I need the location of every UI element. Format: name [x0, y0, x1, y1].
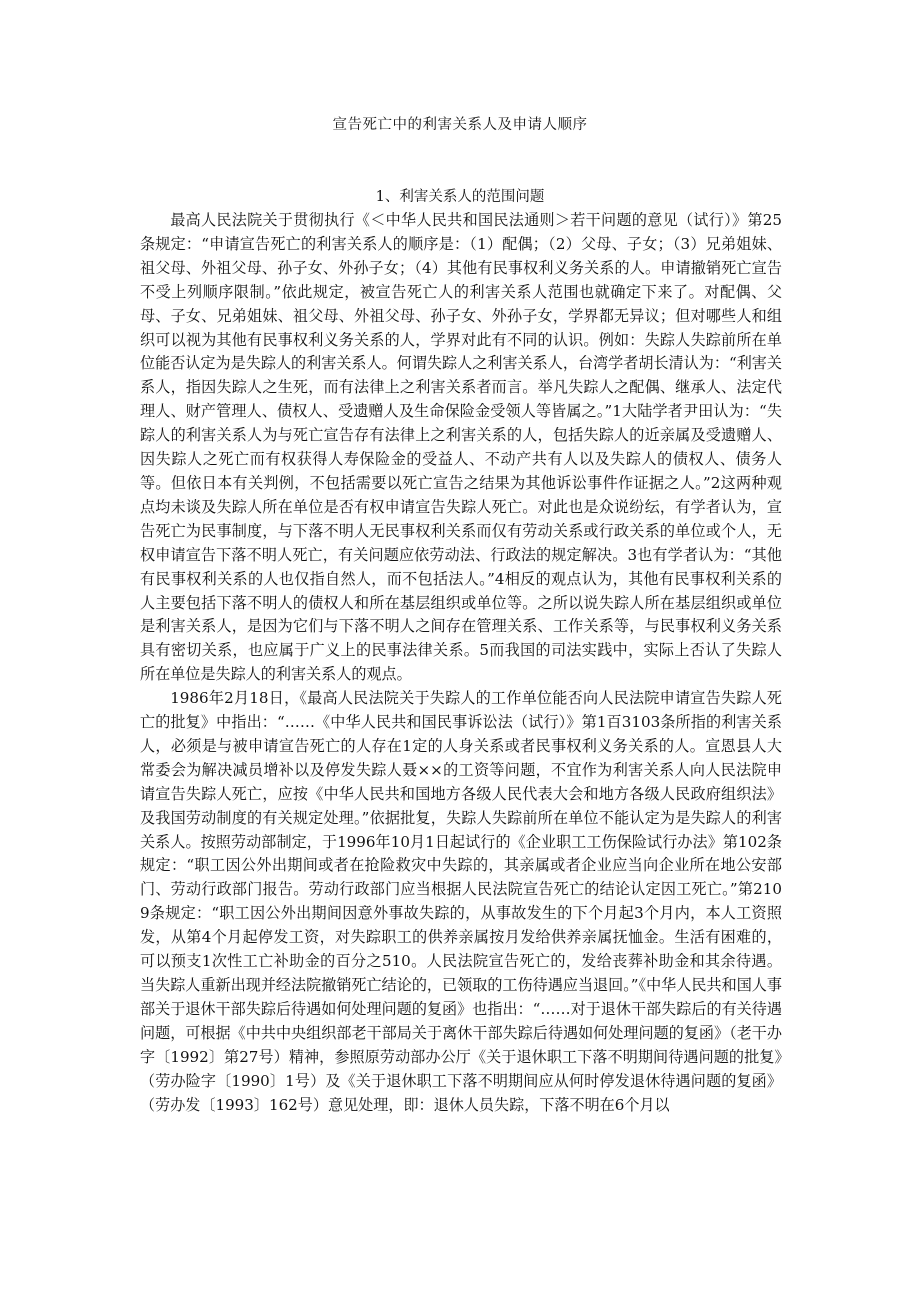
section-heading: 1、利害关系人的范围问题: [375, 189, 545, 205]
paragraph-1: 最高人民法院关于贯彻执行《＜中华人民共和国民法通则＞若干问题的意见（试行）》第25条规定：“申请宣告死亡的利害关系人的顺序是：（1）配偶；（2）父母、子女；（3）兄弟姐妹、祖父母、外祖父母、孙子女、外孙子女；（4）其他有民事权利义务关系的人。申请撤销死亡宣告不受上列顺序限制。”依此规定，被宣告死亡人的利害关系人范围也就确定下来了。对配偶、父母、子女、兄弟姐妹、祖父母、外祖父母、孙子女、外孙子女，学界都无异议；但对哪些人和组织可以视为其他有民事权利义务关系的人，学界对此有不同的认识。例如：失踪人失踪前所在单位能否认定为是失踪人的利害关系人。何谓失踪人之利害关系人，台湾学者胡长清认为：“利害关系人，指因失踪人之生死，而有法律上之利害关系者而言。举凡失踪人之配偶、继承人、法定代理人、财产管理人、债权人、受遗赠人及生命保险金受领人等皆属之。”1大陆学者尹田认为：“失踪人的利害关系人为与死亡宣告存有法律上之利害关系的人，包括失踪人的近亲属及受遗赠人、因失踪人之死亡而有权获得人寿保险金的受益人、不动产共有人以及失踪人的债权人、债务人等。但依日本有关判例，不包括需要以死亡宣告之结果为其他诉讼事件作证据之人。”2这两种观点均未谈及失踪人所在单位是否有权申请宣告失踪人死亡。对此也是众说纷纭，有学者认为，宣告死亡为民事制度，与下落不明人无民事权利关系而仅有劳动关系或行政关系的单位或个人，无权申请宣告下落不明人死亡，有关问题应依劳动法、行政法的规定解决。3也有学者认为：“其他有民事权利关系的人也仅指自然人，而不包括法人。”4相反的观点认为，其他有民事权利关系的人主要包括下落不明人的债权人和所在基层组织或单位等。之所以说失踪人所在基层组织或单位是利害关系人，是因为它们与下落不明人之间存在管理关系、工作关系等，与民事权利义务关系具有密切关系，也应属于广义上的民事法律关系。5而我国的司法实践中，实际上否认了失踪人所在单位是失踪人的利害关系人的观点。: [140, 211, 782, 684]
document-title: 宣告死亡中的利害关系人及申请人顺序: [332, 117, 588, 133]
document-body: [140, 209, 782, 1117]
paragraph-2: 1986年2月18日，《最高人民法院关于失踪人的工作单位能否向人民法院申请宣告失踪人死亡的批复》中指出：“……《中华人民共和国民事诉讼法（试行）》第1百3103条所指的利害关系人，必须是与被申请宣告死亡的人存在1定的人身关系或者民事权利义务关系的人。宣恩县人大常委会为解决减员增补以及停发失踪人聂××的工资等问题，不宜作为利害关系人向人民法院申请宣告失踪人死亡，应按《中华人民共和国地方各级人民代表大会和地方各级人民政府组织法》及我国劳动制度的有关规定处理。”依据批复，失踪人失踪前所在单位不能认定为是失踪人的利害关系人。按照劳动部制定，于1996年10月1日起试行的《企业职工工伤保险试行办法》第102条规定：“职工因公外出期间或者在抢险救灾中失踪的，其亲属或者企业应当向企业所在地公安部门、劳动行政部门报告。劳动行政部门应当根据人民法院宣告死亡的结论认定因工死亡。”第2109条规定：“职工因公外出期间因意外事故失踪的，从事故发生的下个月起3个月内，本人工资照发，从第4个月起停发工资，对失踪职工的供养亲属按月发给供养亲属抚恤金。生活有困难的，可以预支1次性工亡补助金的百分之510。人民法院宣告死亡的，发给丧葬补助金和其余待遇。当失踪人重新出现并经法院撤销死亡结论的，已领取的工伤待遇应当退回。”《中华人民共和国人事部关于退休干部失踪后待遇如何处理问题的复函》也指出：“……对于退休干部失踪后的有关待遇问题，可根据《中共中央组织部老干部局关于离休干部失踪后待遇如何处理问题的复函》（老干办字〔1992〕第27号）精神，参照原劳动部办公厅《关于退休职工下落不明期间待遇问题的批复》（劳办险字〔1990〕1号）及《关于退休职工下落不明期间应从何时停发退休待遇问题的复函》（劳办发〔1993〕162号）意见处理，即：退休人员失踪，下落不明在6个月以: [140, 689, 782, 1114]
